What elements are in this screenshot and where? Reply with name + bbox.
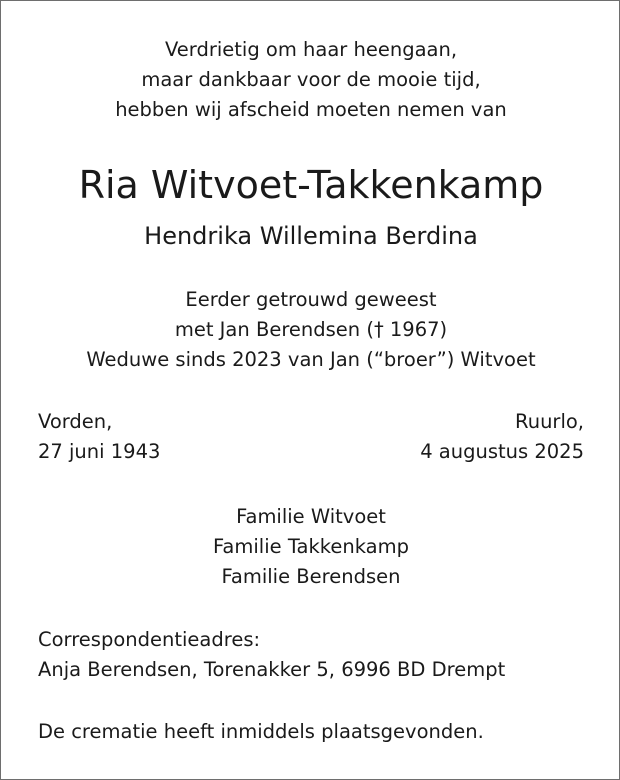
marital-line: Weduwe sinds 2023 van Jan (“broer”) Witvoet — [86, 348, 536, 371]
marital-line: Eerder getrouwd geweest — [185, 288, 437, 311]
deceased-name: Ria Witvoet-Takkenkamp — [78, 163, 544, 207]
birth-date: 27 juni 1943 — [38, 440, 161, 463]
birth-place: Vorden, — [38, 410, 113, 433]
intro-line: hebben wij afscheid moeten nemen van — [115, 98, 507, 121]
correspondence-address: Anja Berendsen, Torenakker 5, 6996 BD Drempt — [38, 658, 506, 681]
correspondence-label: Correspondentieadres: — [38, 628, 261, 651]
intro-line: maar dankbaar voor de mooie tijd, — [141, 68, 481, 91]
marital-line: met Jan Berendsen († 1967) — [174, 318, 448, 341]
death-place: Ruurlo, — [515, 410, 584, 433]
cremation-note: De crematie heeft inmiddels plaatsgevonden. — [38, 720, 484, 743]
intro-text — [1, 35, 620, 125]
death-date: 4 augustus 2025 — [420, 440, 584, 463]
family-name: Familie Berendsen — [221, 565, 401, 588]
birth-info — [38, 407, 160, 467]
given-names: Hendrika Willemina Berdina — [144, 222, 478, 250]
family-name: Familie Witvoet — [236, 505, 386, 528]
death-info — [420, 407, 584, 467]
marital-history — [1, 285, 620, 375]
family-list — [1, 502, 620, 592]
intro-line: Verdrietig om haar heengaan, — [164, 38, 458, 61]
family-name: Familie Takkenkamp — [213, 535, 409, 558]
correspondence-block — [38, 625, 505, 685]
